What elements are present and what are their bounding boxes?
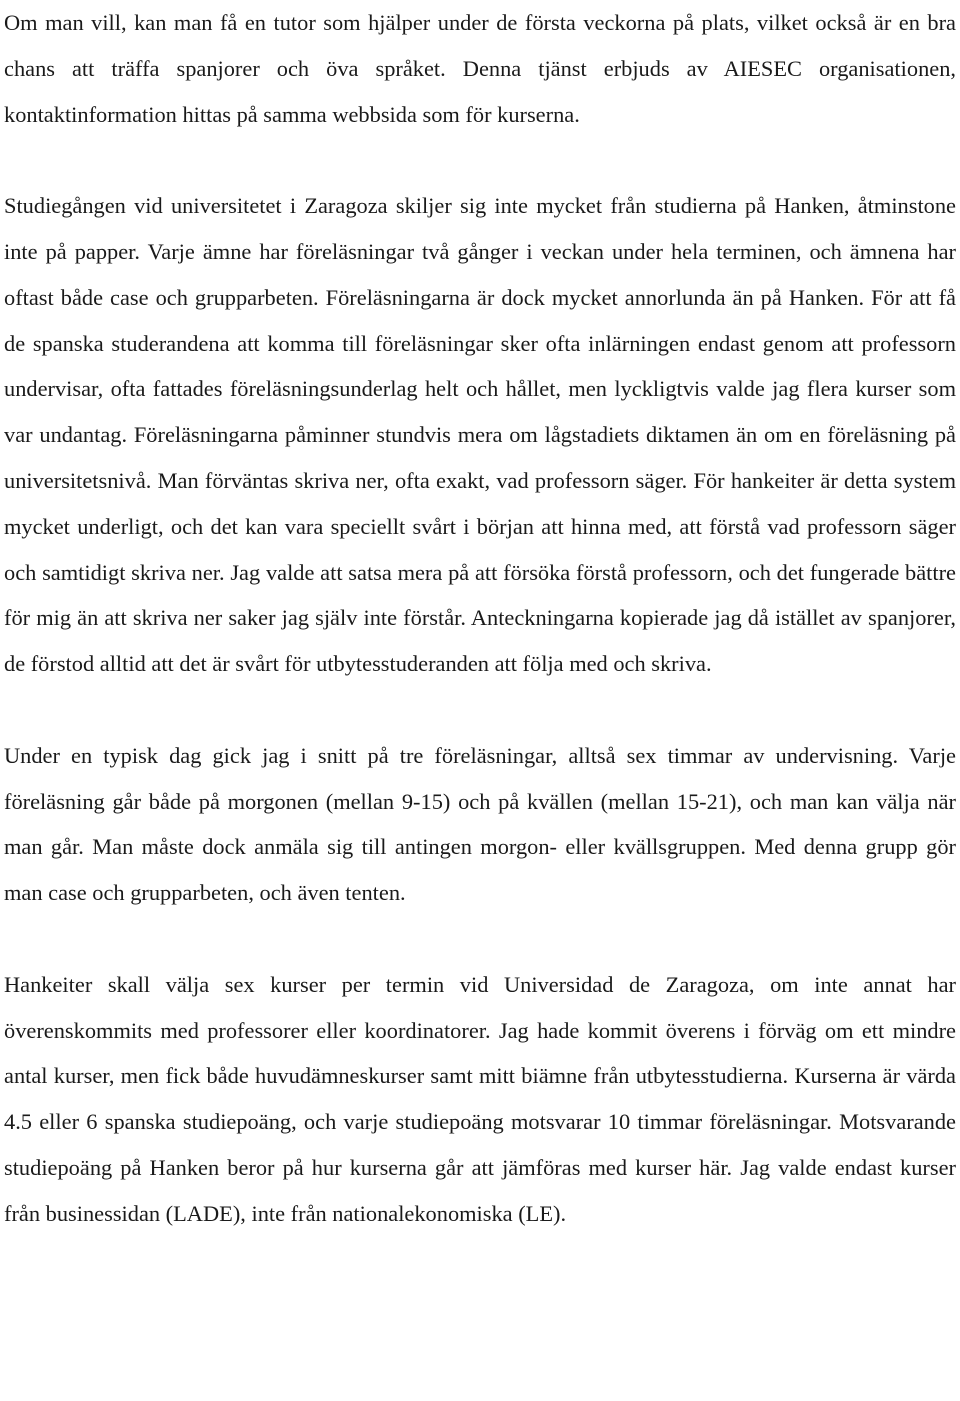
paragraph-typical-day: Under en typisk dag gick jag i snitt på tre föreläsningar, alltså sex timmar av undervisning. Varje föreläsning går både på morgonen (mellan 9-15) och på kvällen (mellan 15-21), och man kan välja när man går. Man måste dock anmäla sig till antingen morgon- eller kvällsgruppen. Med denna grupp gör man case och grupparbeten, och även tenten. — [4, 742, 956, 906]
document-page — [4, 0, 956, 1237]
paragraph-studies: Studiegången vid universitetet i Zaragoza skiljer sig inte mycket från studierna på Hanken, åtminstone inte på papper. Varje ämne har föreläsningar två gånger i veckan under hela terminen, och ämnena har oftast både case och grupparbeten. Föreläsningarna är dock mycket annorlunda än på Hanken. För att få de spanska studerandena att komma till föreläsningar sker ofta inlärningen endast genom att professorn undervisar, ofta fattades föreläsningsunderlag helt och hållet, men lyckligtvis valde jag flera kurser som var undantag. Föreläsningarna påminner stundvis mera om lågstadiets diktamen än om en föreläsning på universitetsnivå. Man förväntas skriva ner, ofta exakt, vad professorn säger. För hankeiter är detta system mycket underligt, och det kan vara speciellt svårt i början att hinna med, att förstå vad professorn säger och samtidigt skriva ner. Jag valde att satsa mera på att försöka förstå professorn, och det fungerade bättre för mig än att skriva ner saker jag själv inte förstår. Anteckningarna kopierade jag då istället av spanjorer, de förstod alltid att det är svårt för utbytesstuderanden att följa med och skriva. — [4, 193, 956, 677]
paragraph-tutor: Om man vill, kan man få en tutor som hjälper under de första veckorna på plats, vilket också är en bra chans att träffa spanjorer och öva språket. Denna tjänst erbjuds av AIESEC organisationen, kontaktinformation hittas på samma webbsida som för kurserna. — [4, 10, 956, 127]
paragraph-courses: Hankeiter skall välja sex kurser per termin vid Universidad de Zaragoza, om inte annat har överenskommits med professorer eller koordinatorer. Jag hade kommit överens i förväg om ett mindre antal kurser, men fick både huvudämneskurser samt mitt biämne från utbytesstudierna. Kurserna är värda 4.5 eller 6 spanska studiepoäng, och varje studiepoäng motsvarar 10 timmar föreläsningar. Motsvarande studiepoäng på Hanken beror på hur kurserna går att jämföras med kurser här. Jag valde endast kurser från businessidan (LADE), inte från nationalekonomiska (LE). — [4, 971, 956, 1226]
